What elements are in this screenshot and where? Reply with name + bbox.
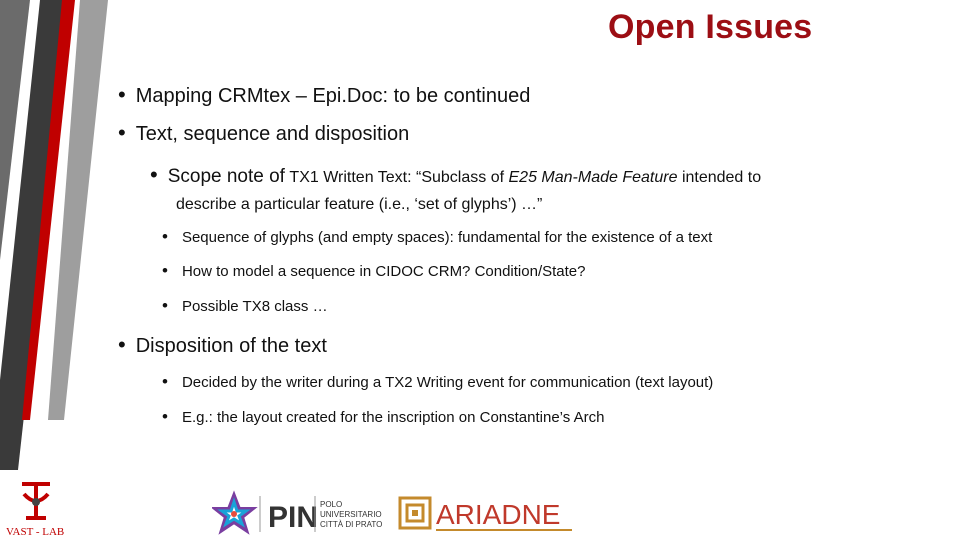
pin-text: PIN: [268, 501, 319, 534]
sub-bullet-item: [162, 228, 712, 246]
bullet-dot: •: [162, 372, 168, 391]
vast-lab-logo: [0, 478, 80, 540]
pin-logo: [212, 490, 392, 538]
bullet-item: [118, 122, 409, 146]
scope-note-line: [150, 164, 761, 188]
sub-bullet-text: E.g.: the layout created for the inscription on Constantine’s Arch: [181, 409, 605, 426]
sub-bullet-text: Decided by the writer during a TX2 Writing event for communication (text layout): [181, 374, 714, 391]
sub-bullet-item: [162, 373, 713, 391]
sub-bullet-text: Possible TX8 class …: [181, 298, 328, 315]
bullet-dot: •: [162, 227, 168, 246]
page-title: Open Issues: [608, 8, 813, 46]
bullet-dot: •: [150, 162, 158, 187]
bullet-dot: •: [118, 120, 126, 145]
bullet-dot: •: [118, 332, 126, 357]
sub-bullet-item: [162, 408, 604, 426]
scope-note-lead: Scope note of: [167, 166, 285, 187]
bullet-dot: •: [162, 407, 168, 426]
scope-note-quote-start: “Subclass of: [416, 169, 505, 186]
ariadne-maze-icon: [400, 498, 430, 528]
left-stripes-decoration: [0, 0, 110, 540]
scope-note-quote-end: intended to: [681, 169, 762, 186]
sub-bullet-text: Sequence of glyphs (and empty spaces): fundamental for the existence of a text: [181, 229, 713, 246]
sub-bullet-item: [162, 297, 328, 315]
sub-bullet-text: How to model a sequence in CIDOC CRM? Condition/State?: [181, 263, 586, 280]
pin-star-icon: [216, 496, 252, 530]
ariadne-text: ARIADNE: [436, 499, 561, 530]
bullet-item: [118, 84, 530, 108]
vast-lab-emblem-dot: [32, 498, 40, 506]
polo-line-1: POLO: [320, 500, 343, 509]
bullet-dot: •: [162, 261, 168, 280]
scope-note-italic-term: E25 Man-Made Feature: [508, 169, 678, 186]
bullet-item: [118, 334, 327, 358]
bullet-text: Mapping CRMtex – Epi.Doc: to be continued: [135, 85, 531, 107]
bullet-text: Text, sequence and disposition: [135, 123, 410, 145]
ariadne-logo: [398, 494, 576, 534]
polo-line-3: CITTÀ DI PRATO: [320, 520, 383, 529]
sub-bullet-item: [162, 262, 585, 280]
polo-line-2: UNIVERSITARIO: [320, 510, 382, 519]
bullet-dot: •: [162, 296, 168, 315]
vast-lab-text: VAST - LAB: [6, 526, 65, 538]
bullet-dot: •: [118, 82, 126, 107]
scope-note-term: TX1 Written Text:: [289, 169, 412, 186]
bullet-text: Disposition of the text: [135, 335, 327, 357]
scope-note-continuation: describe a particular feature (i.e., ‘set of glyphs’) …”: [176, 196, 543, 213]
